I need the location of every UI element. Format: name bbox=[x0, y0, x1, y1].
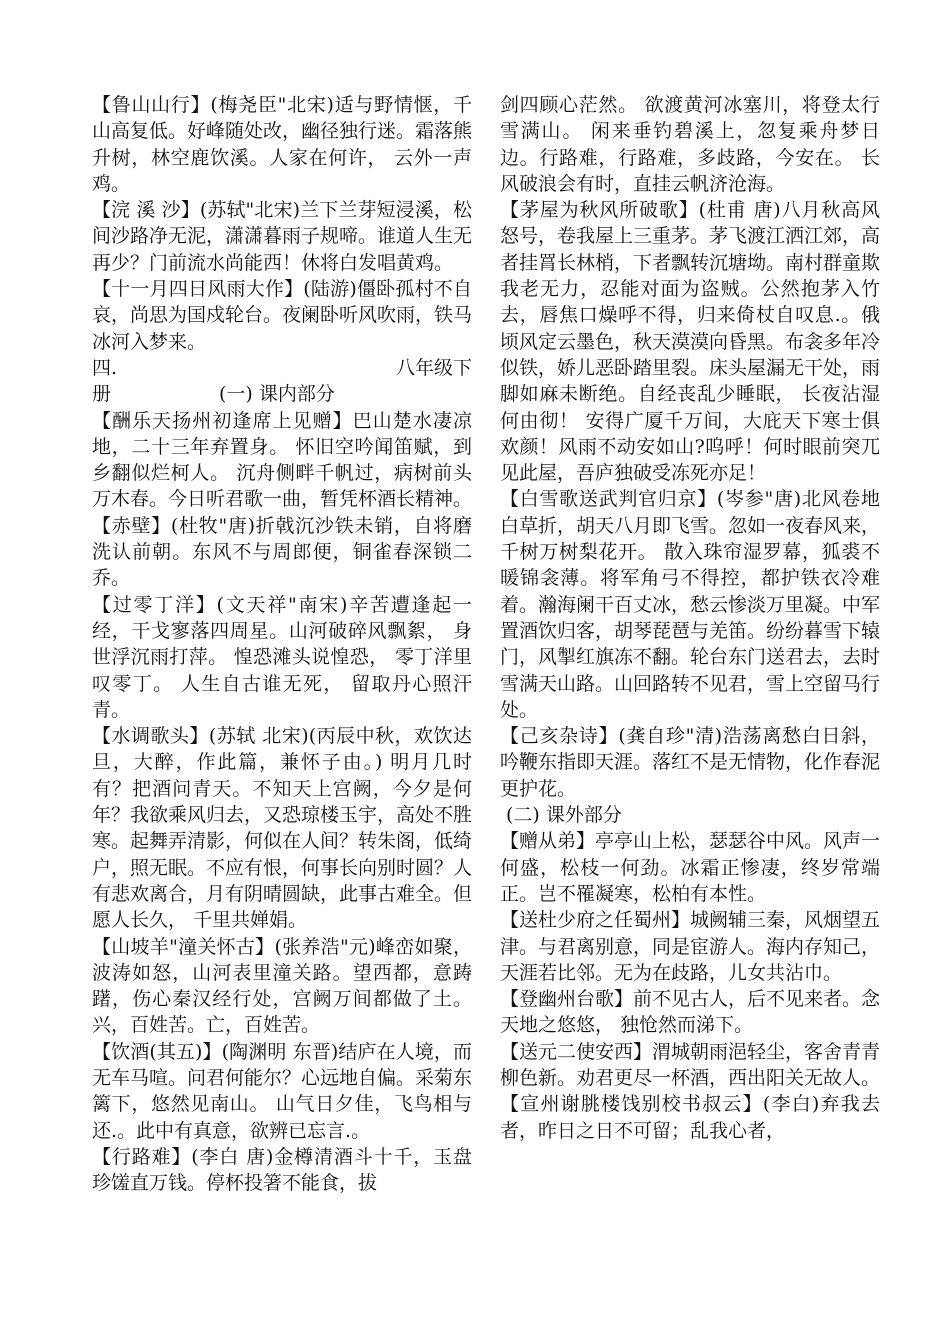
section-book: 册 bbox=[92, 383, 112, 406]
poem-chou-letian: 【酬乐天扬州初逢席上见赠】巴山楚水凄凉地，二十三年弃置身。 怀旧空吟闻笛赋，到乡翻似烂柯人。 沉舟侧畔千帆过，病树前头万木春。今日听君歌一曲，暂凭杯酒长精神。 bbox=[92, 409, 473, 511]
section-extracurricular: (二) 课外部分 bbox=[506, 804, 622, 827]
section-sub-label: (一) 课内部分 bbox=[219, 383, 335, 406]
poem-chibi: 【赤壁】(杜牧"唐)折戟沉沙铁未销，自将磨洗认前朝。东风不与周郎便，铜雀春深锁二乔。 bbox=[92, 514, 472, 590]
poem-shanpoyang: 【山坡羊"潼关怀古】(张养浩"元)峰峦如聚，波涛如怒，山河表里潼关路。望西都，意踌躇，伤心秦汉经行处，宫阙万间都做了土。兴，百姓苦。亡，百姓苦。 bbox=[92, 935, 472, 1037]
poem-xinglunan-start: 【行路难】(李白 唐)金樽清酒斗十千，玉盘珍馐直万钱。停杯投箸不能食，拔 bbox=[92, 1145, 472, 1195]
poem-zeng-congdi: 【赠从弟】亭亭山上松，瑟瑟谷中风。风声一何盛，松枝一何劲。冰霜正惨凄，终岁常端正。岂不罹凝寒，松柏有本性。 bbox=[500, 830, 881, 905]
poem-shuidiao-getou: 【水调歌头】(苏轼 北宋)(丙辰中秋，欢饮达旦，大醉，作此篇，兼怀子由。) 明月几时有？把酒问青天。不知天上宫阙，今夕是何年？我欲乘风归去，又恐琼楼玉宇，高处不胜寒。起舞弄清影，何似在人间？转朱阁，低绮户，照无眠。不应有恨，何事长向别时圆？人有悲欢离合，月有阴晴圆缺，此事古难全。但愿人长久， 千里共婵娟。 bbox=[92, 725, 473, 932]
section-grade: 八年级下 bbox=[395, 356, 472, 379]
poem-lushan-xing: 【鲁山山行】(梅尧臣"北宋)适与野情惬，千山高复低。好峰随处改，幽径独行迷。霜落熊升树，林空鹿饮溪。人家在何许， 云外一声鸡。 bbox=[92, 94, 473, 195]
poem-deng-youzhoutai: 【登幽州台歌】前不见古人，后不见来者。念天地之悠悠， 独怆然而涕下。 bbox=[500, 988, 881, 1037]
poem-song-dushaofu: 【送杜少府之任蜀州】城阙辅三秦，风烟望五津。与君离别意，同是宦游人。海内存知己，天涯若比邻。无为在歧路，儿女共沾巾。 bbox=[500, 909, 881, 984]
poem-huanxisha: 【浣 溪 沙】(苏轼"北宋)兰下兰芽短浸溪，松间沙路净无泥，潇潇暮雨子规啼。谁道人生无再少？门前流水尚能西！休将白发唱黄鸡。 bbox=[92, 199, 473, 274]
left-column bbox=[92, 92, 472, 1196]
section-number: 四. bbox=[92, 356, 118, 379]
right-column bbox=[500, 92, 880, 1144]
poem-yinjiu: 【饮酒(其五)】(陶渊明 东晋)结庐在人境，而无车马喧。问君何能尔？心远地自偏。采菊东篱下，悠然见南山。 山气日夕佳，飞鸟相与还.。此中有真意，欲辨已忘言.。 bbox=[92, 1040, 473, 1142]
poem-xuanzhou-xietiaolou: 【宣州谢朓楼饯别校书叔云】(李白)弃我去者，昨日之日不可留；乱我心者， bbox=[500, 1093, 880, 1142]
section-heading bbox=[92, 355, 472, 381]
poem-xinglunan-end: 剑四顾心茫然。 欲渡黄河冰塞川，将登太行雪满山。 闲来垂钓碧溪上，忽复乘舟梦日边。行路难，行路难，多歧路，今安在。 长风破浪会有时，直挂云帆济沧海。 bbox=[500, 94, 880, 195]
poem-maowu-qiufeng: 【茅屋为秋风所破歌】(杜甫 唐)八月秋高风怒号，卷我屋上三重茅。茅飞渡江洒江郊，高者挂罥长林梢，下者飘转沉塘坳。南村群童欺我老无力，忍能对面为盗贼。公然抱茅入竹去，唇焦口燥呼不得，归来倚杖自叹息.。俄顷风定云墨色，秋天漠漠向昏黑。布衾多年冷似铁，娇儿恶卧踏里裂。床头屋漏无干处，雨脚如麻未断绝。自经丧乱少睡眠， 长夜沾湿何由彻！ 安得广厦千万间，大庇天下寒士俱欢颜！风雨不动安如山?呜呼！何时眼前突兀见此屋，吾庐独破受冻死亦足！ bbox=[500, 199, 881, 485]
poem-shiyiyue-sirifengyu: 【十一月四日风雨大作】(陆游)僵卧孤村不自哀，尚思为国戍轮台。夜阑卧听风吹雨，铁马冰河入梦来。 bbox=[92, 278, 473, 353]
section-subheading bbox=[92, 381, 472, 407]
poem-baixuege: 【白雪歌送武判官归京】(岑参"唐)北风卷地白草折，胡天八月即飞雪。忽如一夜春风来，千树万树梨花开。 散入珠帘湿罗幕，狐裘不暖锦衾薄。将军角弓不得控，都护铁衣冷难着。瀚海阑干百丈冰，愁云惨淡万里凝。中军置酒饮归客，胡琴琵琶与羌笛。纷纷暮雪下辕门，风掣红旗冻不翻。轮台东门送君去，去时雪满天山路。山回路转不见君，雪上空留马行处。 bbox=[500, 488, 881, 721]
poem-jihai-zashi: 【己亥杂诗】(龚自珍"清)浩荡离愁白日斜，吟鞭东指即天涯。落红不是无情物，化作春泥更护花。 bbox=[500, 725, 881, 800]
poem-song-yuaner: 【送元二使安西】渭城朝雨浥轻尘，客舍青青柳色新。劝君更尽一杯酒，西出阳关无故人。 bbox=[500, 1040, 881, 1089]
poem-guo-lingdingyang: 【过零丁洋】(文天祥"南宋)辛苦遭逢起一经，干戈寥落四周星。山河破碎风飘絮， 身世浮沉雨打萍。 惶恐滩头说惶恐， 零丁洋里叹零丁。 人生自古谁无死， 留取丹心照汗青。 bbox=[92, 593, 472, 721]
